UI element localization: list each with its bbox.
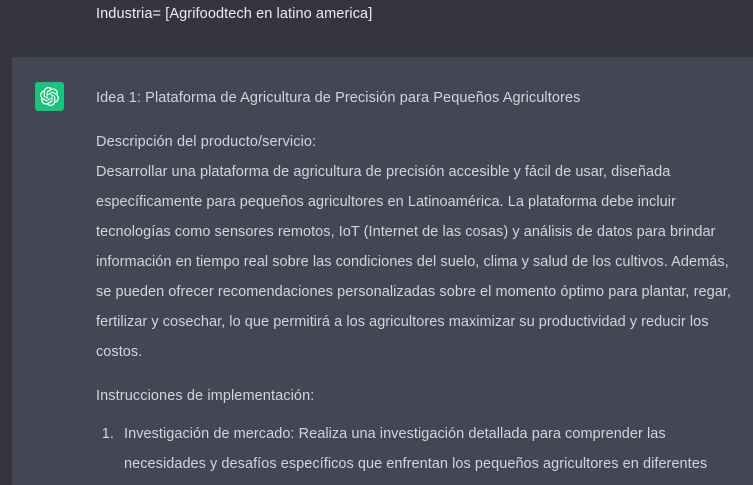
user-message-row [0,0,753,26]
implementation-steps-list [96,419,739,479]
assistant-heading: Idea 1: Plataforma de Agricultura de Precisión para Pequeños Agricultores [96,90,581,106]
user-message-text: Industria= [Agrifoodtech en latino america] [96,6,373,22]
spacer [96,113,739,127]
assistant-message-content [12,83,753,479]
assistant-message-block [12,57,753,485]
section-label-description: Descripción del producto/servicio: [96,134,317,150]
section-label-implementation: Instrucciones de implementación: [96,388,315,404]
left-gutter-strip [0,57,12,485]
section-body-description: Desarrollar una plataforma de agricultura de precisión accesible y fácil de usar, diseñada específicamente para pequeños agricultores en Latinoamérica. La plataforma debe incluir tecnologías como sensores remotos, IoT (Internet de las cosas) y análisis de datos para brindar información en tiempo real sobre las condiciones del suelo, clima y salud de los cultivos. Además, se pueden ofrecer recomendaciones personalizadas sobre el momento óptimo para plantar, regar, fertilizar y cosechar, lo que permitirá a los agricultores maximizar su productividad y reducir los costos. [96,164,731,360]
spacer [96,411,739,419]
assistant-avatar [35,82,64,111]
spacer [96,367,739,381]
user-message-block [0,0,753,57]
openai-logo-icon [40,87,59,106]
list-item: 1. Investigación de mercado: Realiza una investigación detallada para comprender las necesidades y desafíos específicos que enfrentan los pequeños agricultores en diferentes [118,419,739,479]
